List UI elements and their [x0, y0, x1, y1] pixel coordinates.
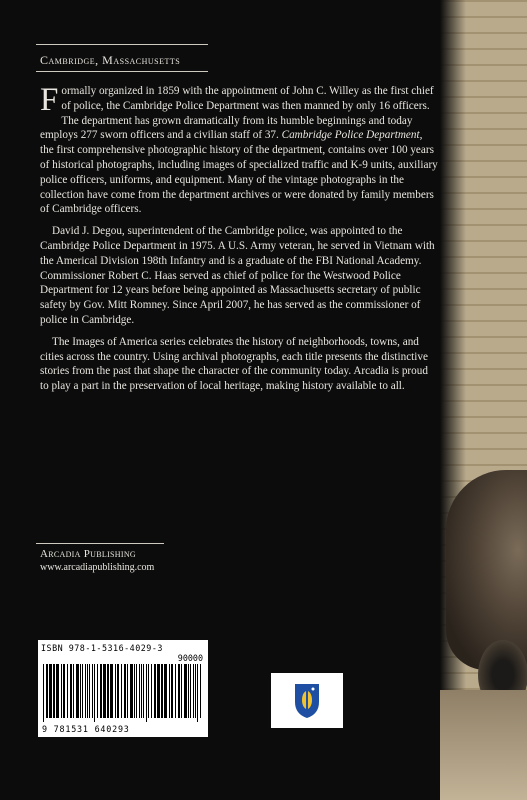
- street-ground: [440, 690, 527, 800]
- massachusetts-seal-icon: [291, 680, 323, 720]
- publisher-name: Arcadia Publishing: [40, 548, 136, 560]
- barcode-bar: [100, 664, 102, 718]
- ean-digits: 9 781531 640293: [42, 724, 130, 734]
- publisher-block: [40, 548, 154, 574]
- barcode-bar: [76, 664, 79, 718]
- barcode-bar: [56, 664, 59, 718]
- barcode-bar: [87, 664, 88, 718]
- barcode-bar: [143, 664, 144, 718]
- barcode-bar: [188, 664, 189, 718]
- barcode-bar: [67, 664, 68, 718]
- barcode-bar: [46, 664, 48, 718]
- barcode-bar: [169, 664, 170, 718]
- barcode-bar: [73, 664, 74, 718]
- barcode-bar: [164, 664, 167, 718]
- barcode-bar: [94, 664, 95, 722]
- publisher-rule: [36, 543, 164, 544]
- barcode-bar: [148, 664, 149, 718]
- book-title: Cambridge Police Department,: [281, 129, 423, 142]
- barcode-bar: [134, 664, 135, 718]
- barcode-bars: [41, 664, 205, 722]
- massachusetts-flag: [271, 673, 343, 728]
- barcode-bar: [184, 664, 187, 718]
- barcode-bar: [70, 664, 72, 718]
- heading-rule: [36, 71, 208, 72]
- barcode-bar: [82, 664, 83, 718]
- barcode-bar: [171, 664, 173, 718]
- barcode-bar: [139, 664, 140, 718]
- barcode-bar: [181, 664, 182, 718]
- barcode-bar: [53, 664, 55, 718]
- barcode-bar: [157, 664, 160, 718]
- barcode-bar: [117, 664, 119, 718]
- barcode-bar: [141, 664, 142, 718]
- barcode-bar: [49, 664, 52, 718]
- paragraph-authors: David J. Degou, superintendent of the Cambridge police, was appointed to the Cambridge Police Department in 1975. A U.S. Army veteran, he served in Vietnam with the Americal Division 198th Infantry and is a graduate of the FBI National Academy. Commissioner Robert C. Haas served as chief of police for the Westwood Police Department for 12 years before being appointed as Massachusetts secretary of public safety by Gov. Mitt Romney. Since April 2007, he has served as the commissioner of police in Cambridge.: [40, 225, 435, 326]
- barcode-bar: [43, 664, 44, 722]
- paragraph-series: The Images of America series celebrates the history of neighborhoods, towns, and cities across the country. Using archival photographs, each title presents the distinctive stories from the past that shape the character of the community today. Arcadia is proud to play a part in the preservation of local heritage, making history available to all.: [40, 335, 428, 393]
- barcode-bar: [85, 664, 86, 718]
- barcode-bar: [136, 664, 137, 718]
- cover-photo-strip: [440, 0, 527, 800]
- barcode-bar: [80, 664, 81, 718]
- barcode-bar: [190, 664, 191, 718]
- barcode-bar: [151, 664, 152, 718]
- barcode-bar: [89, 664, 90, 718]
- barcode-bar: [193, 664, 194, 718]
- barcode-bar: [63, 664, 65, 718]
- barcode-bar: [92, 664, 93, 718]
- barcode-bar: [130, 664, 133, 718]
- barcode-bar: [121, 664, 122, 718]
- barcode-bar: [107, 664, 109, 718]
- drop-cap: F: [40, 82, 59, 118]
- back-cover-text: [40, 84, 438, 401]
- barcode-bar: [161, 664, 163, 718]
- publisher-url: www.arcadiapublishing.com: [40, 562, 155, 573]
- barcode-bar: [146, 664, 147, 722]
- barcode-bar: [197, 664, 198, 722]
- paragraph-history: Formally organized in 1859 with the appointment of John C. Willey as the first chief of police, the Cambridge Police Department was then manned by only 16 officers. The department has grown dramatically from its humble beginnings and today employs 277 sworn officers and a civilian staff of 37. Cambridge Police Department, the first comprehensive photographic history of the department, contains over 100 years of historical photographs, including images of specialized traffic and K-9 units, auxiliary police officers, uniforms, and equipment. Many of the vintage photographs in the collection have come from the department archives or were donated by family members of Cambridge officers.: [40, 82, 438, 216]
- barcode-bar: [195, 664, 196, 718]
- place-heading: Cambridge, Massachusetts: [40, 53, 181, 67]
- barcode-bar: [154, 664, 156, 718]
- barcode-box: [38, 640, 208, 737]
- barcode-bar: [115, 664, 116, 718]
- top-rule: [36, 44, 208, 45]
- barcode-bar: [200, 664, 201, 718]
- vintage-car-photo: [446, 470, 527, 670]
- barcode-bar: [127, 664, 128, 718]
- barcode-bar: [103, 664, 106, 718]
- barcode-bar: [61, 664, 62, 718]
- barcode-bar: [97, 664, 98, 718]
- barcode-bar: [178, 664, 180, 718]
- price-code: 90000: [177, 653, 203, 663]
- barcode-bar: [110, 664, 113, 718]
- barcode-bar: [124, 664, 126, 718]
- isbn-text: ISBN 978-1-5316-4029-3: [41, 643, 163, 653]
- barcode-bar: [175, 664, 176, 718]
